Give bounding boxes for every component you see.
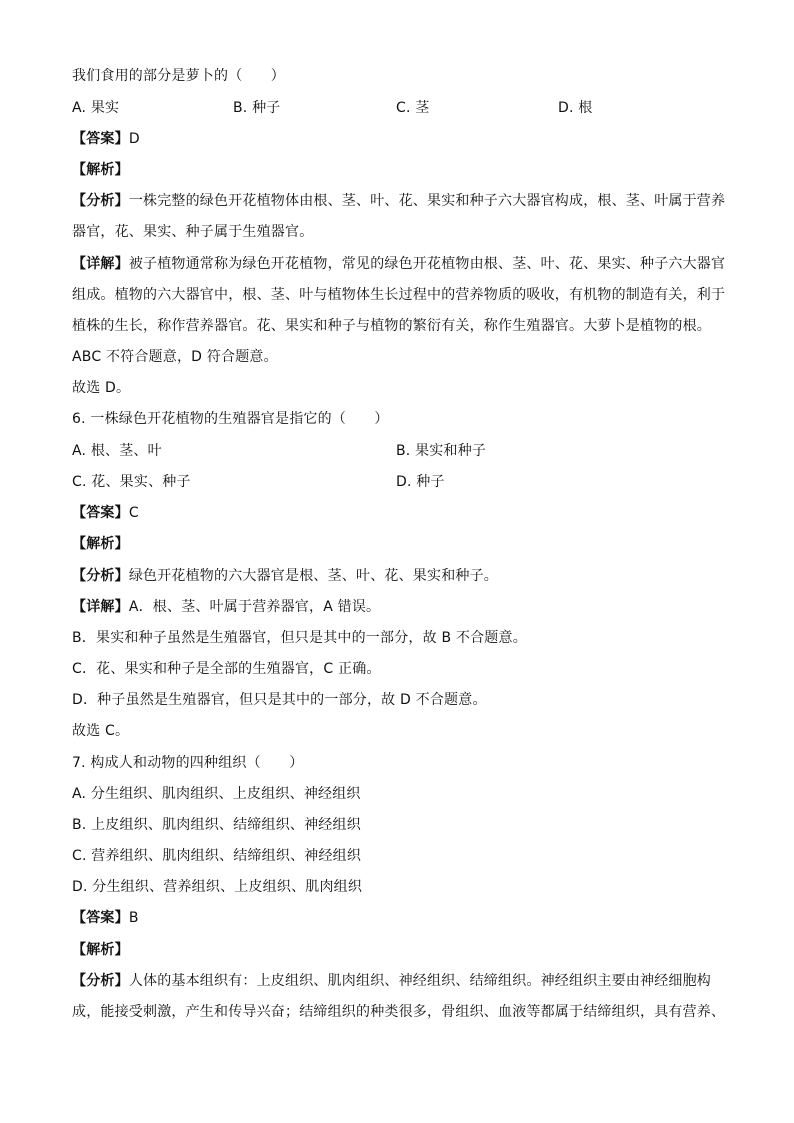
q5-answer [72,129,722,149]
q7-option-a: A. 分生组织、肌肉组织、上皮组织、神经组织 [72,786,361,802]
answer-value: D [128,131,140,147]
q6-xiangjie-line [72,597,722,617]
q6-line-c: C．花、果实和种子是全部的生殖器官，C 正确。 [72,661,381,677]
answer-label: 【答案】 [72,910,129,926]
q6-option-a: A. 根、茎、叶 [72,443,162,459]
q6-option-c: C. 花、果实、种子 [72,474,191,490]
q7-stem: 7. 构成人和动物的四种组织（ ） [72,755,304,771]
q7-answer [72,908,722,928]
q5-xiangjie-line-1 [72,254,726,274]
xiangjie-label: 【详解】 [72,599,129,615]
q5-option-a: A. 果实 [72,100,120,116]
q5-fenxi-line-2: 器官，花、果实、种子属于生殖器官。 [72,224,314,240]
q6-line-b: B．果实和种子虽然是生殖器官，但只是其中的一部分，故 B 不合题意。 [72,630,527,646]
xiangjie-text: 被子植物通常称为绿色开花植物，常见的绿色开花植物由根、茎、叶、花、果实、种子六大器官 [128,256,726,272]
q5-xiangjie-line-2: 组成。植物的六大器官中，根、茎、叶与植物体生长过程中的营养物质的吸收，有机物的制造有关，利于 [72,287,726,303]
fenxi-text: 一株完整的绿色开花植物体由根、茎、叶、花、果实和种子六大器官构成，根、茎、叶属于营养 [128,193,726,209]
fenxi-label: 【分析】 [72,568,129,584]
fenxi-label: 【分析】 [72,973,129,989]
q6-analysis-label: 【解析】 [72,536,129,552]
q6-fenxi-line [72,566,722,586]
xiangjie-text: A．根、茎、叶属于营养器官，A 错误。 [128,599,381,615]
q5-analysis-label: 【解析】 [72,162,129,178]
answer-value: B [128,910,139,926]
q5-options [72,98,722,118]
q6-line-d: D．种子虽然是生殖器官，但只是其中的一部分，故 D 不合题意。 [72,692,487,708]
q5-option-c: C. 茎 [396,100,430,116]
q7-analysis-label: 【解析】 [72,942,129,958]
xiangjie-label: 【详解】 [72,256,129,272]
q7-option-c: C. 营养组织、肌肉组织、结缔组织、神经组织 [72,848,362,864]
q6-conclusion: 故选 C。 [72,723,130,739]
q6-stem: 6. 一株绿色开花植物的生殖器官是指它的（ ） [72,411,389,427]
q7-option-d: D. 分生组织、营养组织、上皮组织、肌肉组织 [72,879,363,895]
q6-options-row-1 [72,441,722,461]
q5-xiangjie-line-3: 植株的生长，称作营养器官。花、果实和种子与植物的繁衍有关，称作生殖器官。大萝卜是植物的根。 [72,318,711,334]
q5-stem: 我们食用的部分是萝卜的（ ） [72,68,285,84]
q5-fenxi-line-1 [72,191,726,211]
q5-option-b: B. 种子 [233,100,281,116]
answer-value: C [128,505,139,521]
q7-fenxi-line-1 [72,971,722,991]
answer-label: 【答案】 [72,505,129,521]
q5-xiangjie-line-4: ABC 不符合题意，D 符合题意。 [72,349,278,365]
fenxi-text: 绿色开花植物的六大器官是根、茎、叶、花、果实和种子。 [128,568,499,584]
q6-answer [72,503,722,523]
q5-option-d: D. 根 [558,100,593,116]
q5-conclusion: 故选 D。 [72,380,131,396]
q6-option-b: B. 果实和种子 [396,443,487,459]
fenxi-text: 人体的基本组织有：上皮组织、肌肉组织、神经组织、结缔组织。神经组织主要由神经细胞构 [128,973,712,989]
q6-options-row-2 [72,472,722,492]
q7-option-b: B. 上皮组织、肌肉组织、结缔组织、神经组织 [72,817,361,833]
q6-option-d: D. 种子 [396,474,445,490]
q7-fenxi-line-2: 成，能接受刺激，产生和传导兴奋；结缔组织的种类很多，骨组织、血液等都属于结缔组织，具有营养、 [72,1004,726,1020]
fenxi-label: 【分析】 [72,193,129,209]
answer-label: 【答案】 [72,131,129,147]
